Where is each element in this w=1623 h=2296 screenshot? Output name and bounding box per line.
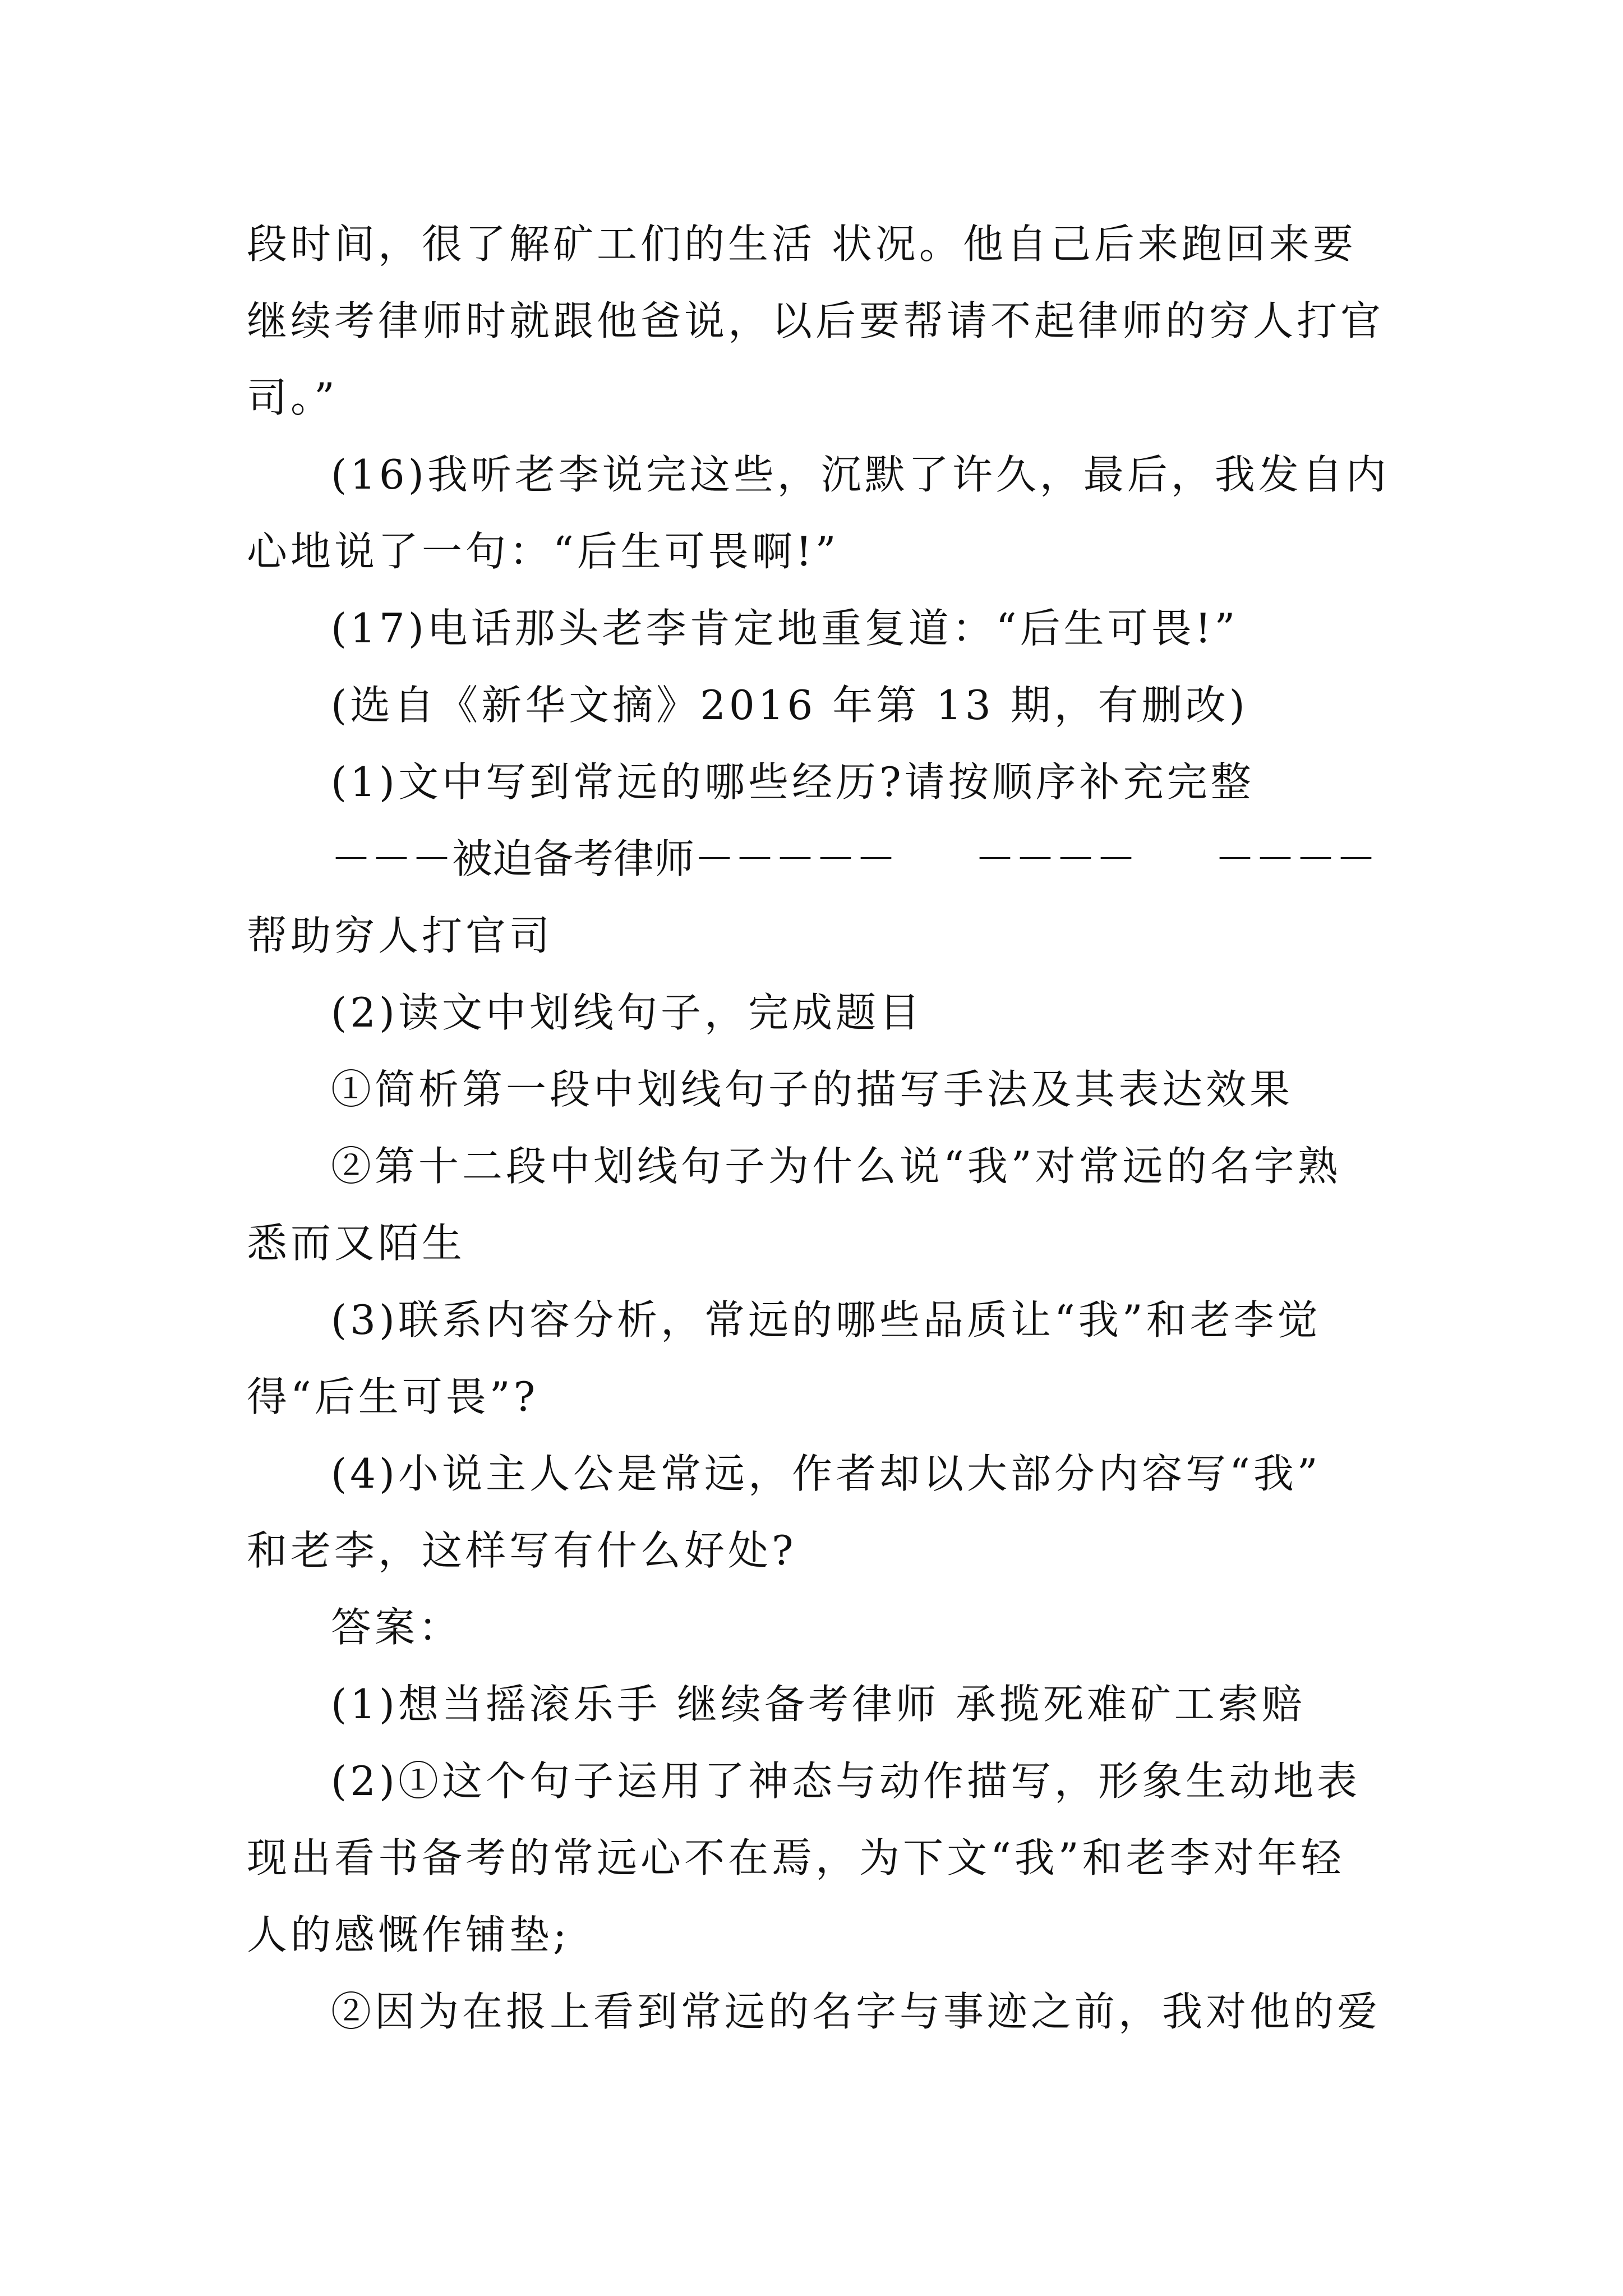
answer-2-line-3: 人的感慨作铺垫; (247, 1911, 570, 1958)
paragraph-15-line-2: 继续考律师时就跟他爸说，以后要帮请不起律师的穷人打官 (247, 297, 1385, 344)
paragraph-15-line-3: 司。” (247, 374, 338, 421)
source-citation: (选自《新华文摘》2016 年第 13 期，有删改) (331, 682, 1248, 729)
question-3-line-1: (3)联系内容分析，常远的哪些品质让“我”和老李觉 (331, 1296, 1321, 1343)
question-1-blanks (0, 817, 1623, 901)
question-3-line-2: 得“后生可畏”? (247, 1373, 539, 1420)
answers-heading: 答案： (331, 1604, 463, 1651)
question-1-blank-3: －－－－ (1214, 835, 1376, 882)
question-1-blank-2: －－－－ (974, 835, 1136, 882)
answer-2b-line-1: ②因为在报上看到常远的名字与事迹之前，我对他的爱 (331, 1988, 1381, 2035)
paragraph-16-line-1: (16)我听老李说完这些，沉默了许久，最后，我发自内 (331, 451, 1390, 498)
question-2: (2)读文中划线句子，完成题目 (331, 989, 923, 1036)
question-2-part-b-line-1: ②第十二段中划线句子为什么说“我”对常远的名字熟 (331, 1143, 1341, 1190)
answer-2-line-1: (2)①这个句子运用了神态与动作描写，形象生动地表 (331, 1757, 1361, 1805)
question-1: (1)文中写到常远的哪些经历?请按顺序补充完整 (331, 758, 1255, 806)
paragraph-17: (17)电话那头老李肯定地重复道：“后生可畏!” (331, 605, 1239, 652)
question-2-part-a: ①简析第一段中划线句子的描写手法及其表达效果 (331, 1066, 1294, 1113)
paragraph-15-line-1: 段时间，很了解矿工们的生活 状况。他自己后来跑回来要 (247, 220, 1357, 268)
question-4-line-2: 和老李，这样写有什么好处? (247, 1527, 797, 1574)
question-2-part-b-line-2: 悉而又陌生 (247, 1220, 466, 1267)
question-1-blank-1: －－－被迫备考律师－－－－－ (331, 835, 897, 882)
question-4-line-1: (4)小说主人公是常远，作者却以大部分内容写“我” (331, 1450, 1321, 1497)
paragraph-16-line-2: 心地说了一句：“后生可畏啊!” (247, 528, 840, 575)
answer-2-line-2: 现出看书备考的常远心不在焉，为下文“我”和老李对年轻 (247, 1834, 1345, 1881)
question-1-end: 帮助穷人打官司 (247, 912, 554, 959)
answer-1: (1)想当摇滚乐手 继续备考律师 承揽死难矿工索赔 (331, 1681, 1306, 1728)
